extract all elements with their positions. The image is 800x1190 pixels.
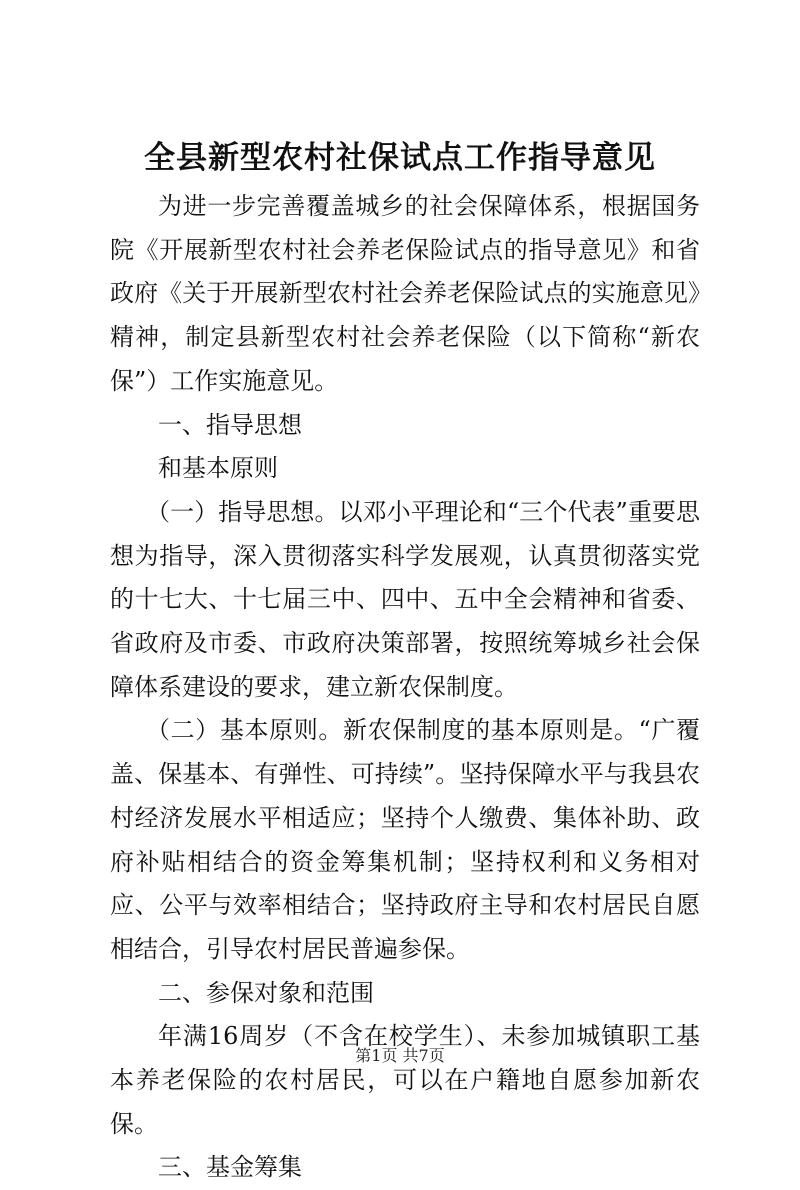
insured-scope-paragraph: 年满16周岁（不含在校学生）、未参加城镇职工基本养老保险的农村居民，可以在户籍地自愿参加新农保。 — [110, 1022, 700, 1138]
guiding-thought-paragraph: （一）指导思想。以邓小平理论和“三个代表”重要思想为指导，深入贯彻落实科学发展观，认真贯彻落实党的十七大、十七届三中、四中、五中全会精神和省委、省政府及市委、市政府决策部署，按照统筹城乡社会保障体系建设的要求，建立新农保制度。 — [110, 497, 700, 701]
section-heading-3: 三、基金筹集 — [158, 1153, 302, 1182]
intro-paragraph: 为进一步完善覆盖城乡的社会保障体系，根据国务院《开展新型农村社会养老保险试点的指导意见》和省政府《关于开展新型农村社会养老保险试点的实施意见》精神，制定县新型农村社会养老保险（以下简称“新农保”）工作实施意见。 — [110, 192, 700, 395]
section-heading-1: 一、指导思想 — [158, 410, 302, 439]
page-number: 第1页 共7页 — [355, 1046, 445, 1065]
document-title: 全县新型农村社保试点工作指导意见 — [144, 140, 656, 176]
section-heading-2: 二、参保对象和范围 — [158, 978, 374, 1007]
section-heading-1-continued: 和基本原则 — [158, 454, 278, 483]
basic-principles-paragraph: （二）基本原则。新农保制度的基本原则是。“广覆盖、保基本、有弹性、可持续”。坚持保障水平与我县农村经济发展水平相适应；坚持个人缴费、集体补助、政府补贴相结合的资金筹集机制；坚持权利和义务相对应、公平与效率相结合；坚持政府主导和农村居民自愿相结合，引导农村居民普遍参保。 — [110, 716, 700, 963]
document-body — [110, 185, 700, 1190]
